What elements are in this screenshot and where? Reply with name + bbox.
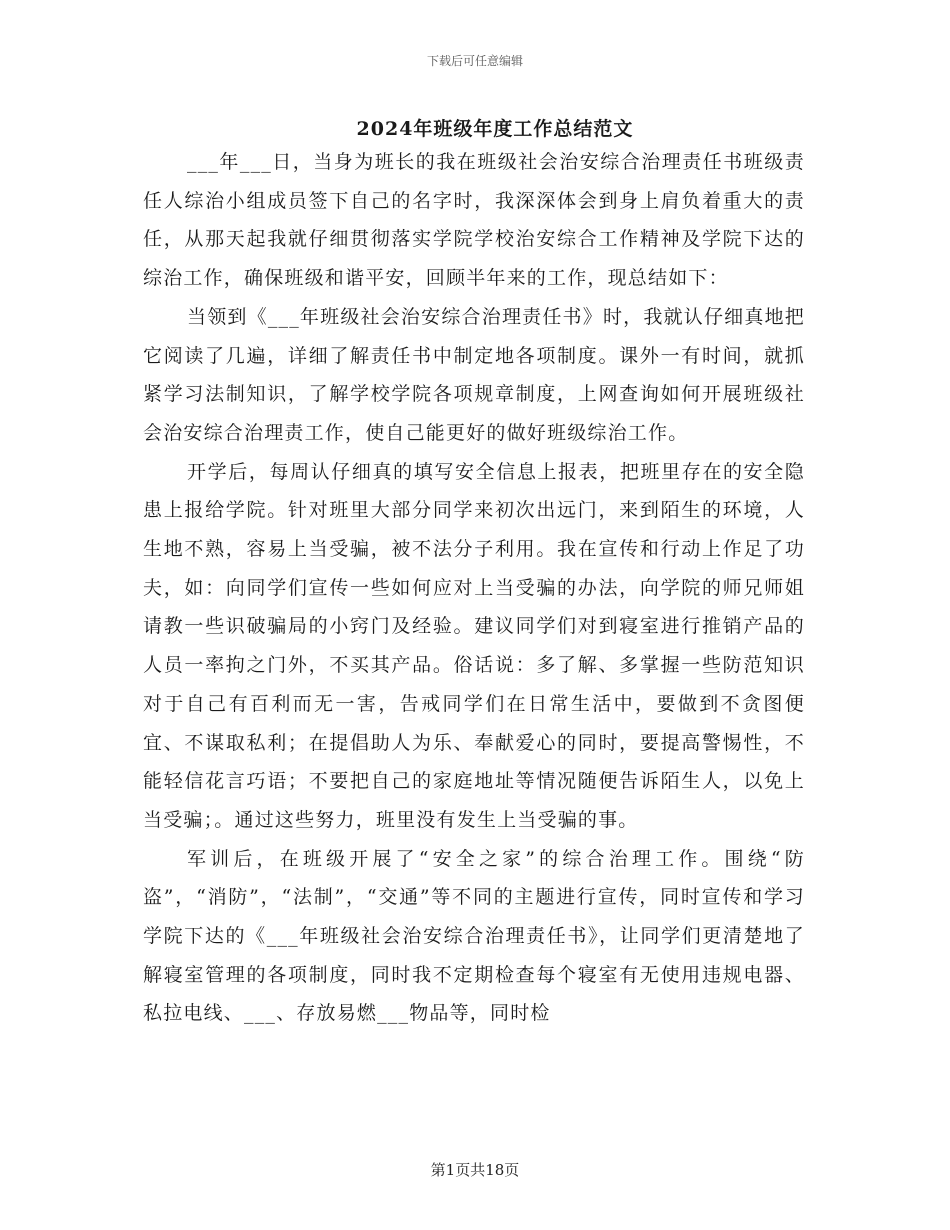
document-title: 2024年班级年度工作总结范文	[356, 118, 634, 140]
document-body	[143, 143, 805, 1033]
paragraph-1: ___年___日，当身为班长的我在班级社会治安综合治理责任书班级责任人综治小组成员签下自己的名字时，我深深体会到身上肩负着重大的责任，从那天起我就仔细贯彻落实学院学校治安综合工作精神及学院下达的综治工作，确保班级和谐平安，回顾半年来的工作，现总结如下：	[143, 151, 805, 290]
paragraph-4: 军训后，在班级开展了“安全之家”的综合治理工作。围绕“防盗”，“消防”，“法制”，“交通”等不同的主题进行宣传，同时宣传和学习学院下达的《___年班级社会治安综合治理责任书》，让同学们更清楚地了解寝室管理的各项制度，同时我不定期检查每个寝室有无使用违规电器、私拉电线、___、存放易燃___物品等，同时检	[143, 847, 805, 1025]
paragraph-3: 开学后，每周认仔细真的填写安全信息上报表，把班里存在的安全隐患上报给学院。针对班里大部分同学来初次出远门，来到陌生的环境，人生地不熟，容易上当受骗，被不法分子利用。我在宣传和行动上作足了功夫，如：向同学们宣传一些如何应对上当受骗的办法，向学院的师兄师姐请教一些识破骗局的小窍门及经验。建议同学们对到寝室进行推销产品的人员一率拘之门外，不买其产品。俗话说：多了解、多掌握一些防范知识对于自己有百利而无一害，告戒同学们在日常生活中，要做到不贪图便宜、不谋取私利；在提倡助人为乐、奉献爱心的同时，要提高警惕性，不能轻信花言巧语；不要把自己的家庭地址等情况随便告诉陌生人，以免上当受骗；。通过这些努力，班里没有发生上当受骗的事。	[143, 460, 805, 831]
paragraph-2: 当领到《___年班级社会治安综合治理责任书》时，我就认仔细真地把它阅读了几遍，详细了解责任书中制定地各项制度。课外一有时间，就抓紧学习法制知识，了解学校学院各项规章制度，上网查询如何开展班级社会治安综合治理责工作，使自己能更好的做好班级综治工作。	[143, 305, 805, 444]
header-note: 下载后可任意编辑	[426, 54, 523, 68]
page-indicator: 第1页共18页	[430, 1161, 520, 1179]
